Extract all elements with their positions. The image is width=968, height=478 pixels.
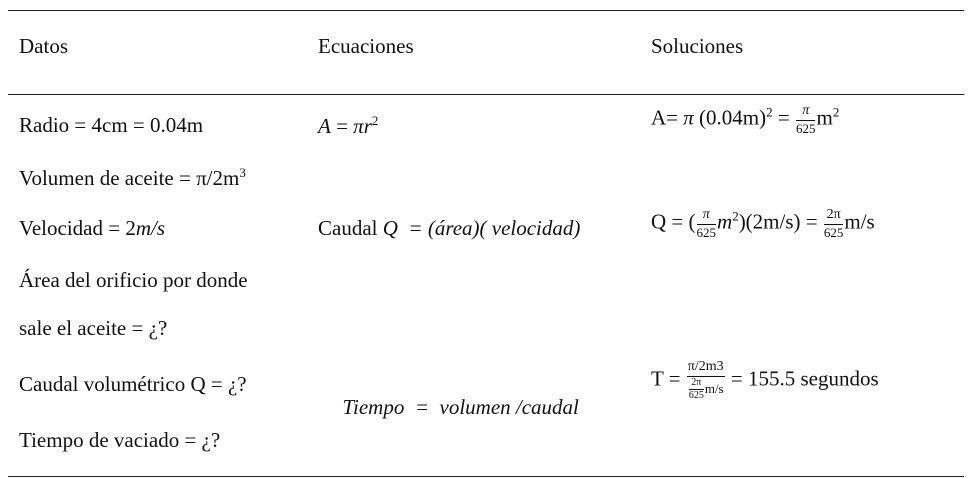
dato-velocidad-unit: m/s — [135, 216, 165, 240]
dato-caudal: Caudal volumétrico Q = ¿? — [19, 372, 247, 396]
header-ecuaciones: Ecuaciones — [318, 34, 414, 58]
ecuacion-caudal-expr: Q = (área)( velocidad) — [382, 216, 581, 240]
dato-area-line1: Área del orificio por donde — [19, 268, 248, 292]
solucion-tiempo-den-unit: m/s — [704, 380, 724, 396]
table-bottom-rule — [8, 476, 964, 477]
solucion-area — [651, 104, 839, 135]
ecuacion-tiempo-expr: Tiempo = volumen /caudal — [342, 395, 579, 419]
ecuacion-area-eq: = — [336, 114, 348, 138]
solucion-area-frac-num: π — [796, 104, 816, 121]
solucion-area-mid: (0.04m) — [693, 105, 767, 130]
ecuacion-caudal — [318, 218, 580, 239]
header-datos: Datos — [19, 34, 68, 58]
solucion-caudal-frac-den: 625 — [696, 224, 717, 240]
solucion-tiempo — [651, 360, 879, 402]
solucion-tiempo-num: π/2m3 — [687, 360, 725, 377]
ecuacion-area — [318, 114, 378, 137]
ecuacion-area-exp: 2 — [371, 113, 379, 128]
solucion-area-unit-exp: 2 — [832, 104, 840, 120]
solucion-tiempo-fraction — [687, 360, 725, 402]
solucion-caudal-m: m — [717, 209, 733, 234]
ecuacion-area-rhs: πr — [353, 114, 372, 138]
solucion-caudal-result-fraction — [824, 208, 844, 239]
solucion-area-unit: m — [816, 105, 833, 130]
solucion-area-exp: 2 — [766, 104, 773, 120]
solucion-tiempo-den-fraction — [689, 378, 704, 402]
table-header-rule — [8, 94, 964, 95]
solucion-area-fraction — [796, 104, 816, 135]
dato-volumen-text: Volumen de aceite = π/2m — [19, 166, 240, 190]
table-top-rule — [8, 10, 964, 11]
solucion-caudal — [651, 208, 875, 239]
solucion-area-pi: π — [683, 105, 694, 130]
solucion-caudal-mid: )(2m/s) = — [738, 209, 823, 234]
solucion-tiempo-prefix: T = — [651, 366, 686, 391]
dato-velocidad — [19, 218, 165, 239]
solucion-area-eq: = — [772, 105, 795, 130]
solucion-caudal-fraction — [697, 208, 717, 239]
dato-tiempo: Tiempo de vaciado = ¿? — [19, 428, 221, 452]
solucion-tiempo-den-frac-den: 625 — [688, 390, 704, 402]
solucion-caudal-frac-num: π — [697, 208, 717, 225]
solucion-caudal-unit: m/s — [844, 209, 875, 234]
dato-velocidad-text: Velocidad = 2 — [19, 216, 136, 240]
solucion-area-frac-den: 625 — [795, 120, 816, 136]
solucion-caudal-res-num: 2π — [824, 208, 844, 225]
solucion-tiempo-den-frac-num: 2π — [689, 378, 704, 391]
dato-area-line2: sale el aceite = ¿? — [19, 316, 168, 340]
solucion-tiempo-result: = 155.5 segundos — [725, 366, 879, 391]
solucion-caudal-m-exp: 2 — [732, 208, 739, 224]
header-soluciones: Soluciones — [651, 34, 744, 58]
solucion-caudal-prefix: Q = ( — [651, 209, 696, 234]
ecuacion-tiempo — [332, 376, 579, 418]
dato-volumen — [19, 166, 246, 189]
dato-radio: Radio = 4cm = 0.04m — [19, 113, 204, 137]
solucion-tiempo-den — [687, 377, 725, 402]
ecuacion-area-lhs: A — [318, 114, 331, 138]
solucion-caudal-res-den: 625 — [823, 224, 844, 240]
ecuacion-caudal-word: Caudal — [318, 216, 378, 240]
solucion-area-prefix: A= — [651, 105, 684, 130]
dato-volumen-exp: 3 — [239, 165, 246, 180]
